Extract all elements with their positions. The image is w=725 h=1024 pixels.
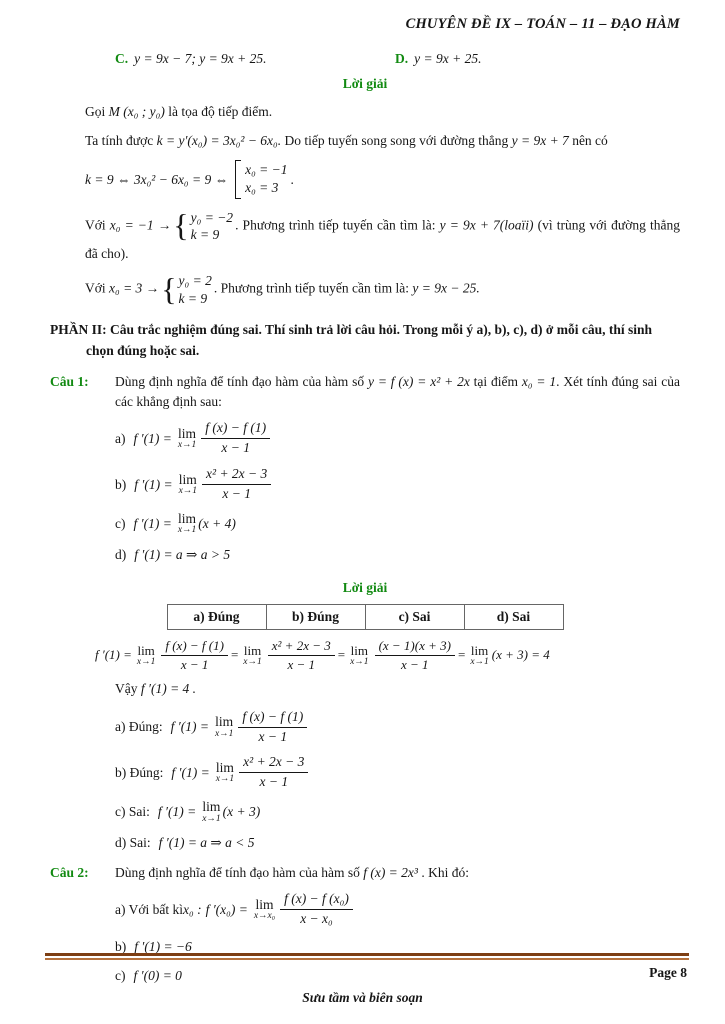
text: Vậy <box>115 681 141 697</box>
text: tại điểm <box>469 374 522 390</box>
fraction: $\frac{f (x) - f (1)}{x - 1}$ <box>201 420 270 457</box>
curly-brace-cases <box>173 206 234 244</box>
square-bracket-cases <box>235 160 287 198</box>
answer-label: a) Đúng: <box>115 719 163 735</box>
math-expression: f ′(x₀) = <box>205 901 248 917</box>
section-label: PHẦN II: <box>50 322 110 338</box>
text: Với <box>85 217 110 233</box>
solution-heading: Lời giải <box>342 580 388 596</box>
math-expression: f ′(1) = <box>170 719 209 735</box>
statement-b <box>115 466 680 503</box>
math-expression: f ′(1) = a ⇒ a < 5 <box>158 835 255 851</box>
math-expression: f ′(1) = <box>134 476 173 492</box>
math-expression: f ′(1) = 4 . <box>140 681 197 697</box>
curly-brace-icon: { <box>161 270 177 307</box>
footer-divider <box>45 953 689 960</box>
text: (vì trùng với đường thẳng đã cho). <box>85 217 681 261</box>
section-heading-phan2 <box>50 320 680 362</box>
text: Dùng định nghĩa để tính đạo hàm của hàm số <box>115 374 368 390</box>
text: Với <box>85 281 110 296</box>
limit-operator: lim x→1 <box>215 759 235 785</box>
table-cell-b: b) Đúng <box>266 605 365 630</box>
math-expression: f ′(1) = <box>171 765 210 781</box>
answer-label: d) Sai: <box>115 835 151 851</box>
table-cell-d: d) Sai <box>464 605 563 630</box>
question-label: Câu 2: <box>50 864 89 880</box>
limit-operator: lim x→1 <box>350 642 369 667</box>
answer-options-row <box>115 49 680 69</box>
limit-operator: lim x→x₀ <box>253 896 276 922</box>
math-expression: M (x₀ ; y₀) <box>108 104 165 120</box>
question-intro <box>115 372 680 411</box>
answer-d <box>115 833 680 853</box>
table-cell-c: c) Sai <box>365 605 464 630</box>
item-label: a) <box>115 431 126 447</box>
answer-a <box>115 709 680 746</box>
text: . <box>290 171 294 187</box>
fraction: $\frac{f (x) - f (1)}{x - 1}$ <box>161 638 228 674</box>
item-label: b) <box>115 939 127 955</box>
math-expression: f ′(1) = <box>133 516 172 532</box>
math-expression: (x + 3) <box>222 804 261 820</box>
limit-operator: lim x→1 <box>202 799 221 824</box>
math-expression: f ′(1) = −6 <box>134 939 192 955</box>
equals-sign: = <box>337 646 346 662</box>
math-expression: f ′(1) = <box>95 646 132 662</box>
curly-brace-cases <box>161 272 212 307</box>
option-c-label: C. <box>115 51 129 67</box>
math-expression: y = 9x + 7(loaïi) <box>439 217 534 233</box>
fraction: $\frac{f (x) - f (1)}{x - 1}$ <box>238 709 307 746</box>
item-label: d) <box>115 546 127 562</box>
math-expression: (x + 3) = 4 <box>491 646 550 662</box>
answer-c <box>115 800 680 824</box>
conclusion-vay <box>115 679 680 699</box>
answer-b <box>115 754 680 791</box>
fraction: $\frac{\text{f (x) − f (x₀)}}{\text{x − x₀}}$ <box>280 891 353 928</box>
equals-sign: = <box>230 646 239 662</box>
case-line: k = 9 <box>190 227 220 243</box>
option-d-label: D. <box>395 51 409 67</box>
statement-a <box>115 420 680 457</box>
case-line: x₀ = 3 <box>245 180 279 196</box>
paragraph-tatinh <box>85 131 680 151</box>
question-intro <box>115 863 680 883</box>
text: Dùng định nghĩa để tính đạo hàm của hàm số <box>115 864 364 880</box>
math-expression: x₀ = −1 → <box>109 217 172 233</box>
question-label: Câu 1: <box>50 374 89 390</box>
math-expression: x₀ = 3 → <box>109 281 160 296</box>
option-c <box>115 49 395 69</box>
item-label: c) <box>115 967 126 983</box>
text: là tọa độ tiếp điểm. <box>164 104 273 120</box>
math-expression: y = 9x − 25. <box>412 281 480 296</box>
limit-operator: lim x→1 <box>136 642 156 667</box>
text: . Phương trình tiếp tuyến cần tìm là: <box>213 281 413 296</box>
page-title: CHUYÊN ĐỀ IX – TOÁN – 11 – ĐẠO HÀM <box>405 16 680 32</box>
math-expression: x₀ : <box>183 901 202 917</box>
case-line: x₀ = −1 <box>245 162 288 178</box>
paragraph-voi1 <box>85 206 681 264</box>
math-expression: y = 9x + 7 <box>511 132 569 148</box>
statement-d <box>115 545 680 565</box>
option-c-math: y = 9x − 7; y = 9x + 25. <box>134 51 267 67</box>
answer-key-table <box>167 604 564 630</box>
math-expression: (x + 4) <box>198 516 236 532</box>
case-line: y₀ = 2 <box>178 273 212 289</box>
text: Do tiếp tuyến song song với đường thẳng <box>281 132 512 148</box>
text: nên có <box>568 132 608 148</box>
math-expression: f ′(0) = 0 <box>133 967 182 983</box>
limit-operator: lim x→1 <box>178 471 198 497</box>
limit-operator: lim x→1 <box>243 642 262 667</box>
case-line: k = 9 <box>178 290 208 306</box>
statement-a <box>115 891 680 928</box>
table-cell-a: a) Đúng <box>167 605 266 630</box>
math-expression: f ′(1) = <box>133 431 172 447</box>
text: a) Với bất kì <box>115 901 184 917</box>
answer-label: b) Đúng: <box>115 765 164 781</box>
text: . Khi đó: <box>417 864 469 880</box>
fraction: $\frac{(x - 1)(x + 3)}{x - 1}$ <box>375 638 455 674</box>
option-d-math: y = 9x + 25. <box>414 51 482 67</box>
item-label: c) <box>115 516 126 532</box>
statement-c <box>115 966 680 986</box>
question-cau1 <box>50 372 680 573</box>
math-expression: f ′(1) = a ⇒ a > 5 <box>134 546 231 562</box>
table-row <box>167 605 563 630</box>
math-expression: k = y′(x₀) = 3x₀² − 6x₀. <box>156 132 282 148</box>
section-text: Câu trắc nghiệm đúng sai. Thí sinh trả lời câu hỏi. Trong mỗi ý a), b), c), d) ở mỗi câu, thí sinh chọn đúng hoặc sai. <box>86 322 653 359</box>
text: Ta tính được <box>85 132 157 148</box>
footer-credit: Sưu tầm và biên soạn <box>302 990 423 1005</box>
fraction: $\frac{\text{x² + 2x − 3}}{x - 1}$ <box>202 466 271 503</box>
limit-operator: lim x→1 <box>470 642 489 667</box>
statement-c <box>115 512 680 536</box>
limit-operator: lim x→1 <box>177 510 197 536</box>
math-expression: y = f (x) = x² + 2x <box>368 374 470 390</box>
page-number: Page 8 <box>649 965 687 980</box>
paragraph-voi2 <box>85 272 680 307</box>
item-label: b) <box>115 476 127 492</box>
curly-brace-icon: { <box>173 206 189 243</box>
derivation-chain-equation <box>95 638 680 674</box>
equation-k9 <box>85 160 680 198</box>
answer-label: c) Sai: <box>115 804 150 820</box>
solution-heading: Lời giải <box>342 75 388 91</box>
text: . Xét tính đúng sai của các khẳng định sau: <box>115 374 681 409</box>
question-cau2 <box>50 863 680 994</box>
limit-operator: lim x→1 <box>214 714 234 739</box>
math-expression: f (x) = 2x³ <box>363 864 418 880</box>
fraction: $\frac{\text{x² + 2x − 3}}{x - 1}$ <box>268 638 335 674</box>
limit-operator: lim x→1 <box>177 425 197 451</box>
math-expression: k = 9 ⇔ 3x₀² − 6x₀ = 9 ⇔ <box>85 171 229 187</box>
equals-sign: = <box>457 646 466 662</box>
text: . Phương trình tiếp tuyến cần tìm là: <box>235 217 440 233</box>
text: Gọi <box>85 104 109 120</box>
paragraph-goi <box>85 102 680 122</box>
math-expression: f ′(1) = <box>157 804 197 820</box>
option-d <box>395 49 481 69</box>
fraction: $\frac{\text{x² + 2x − 3}}{x - 1}$ <box>239 754 308 791</box>
square-bracket-icon <box>235 160 241 198</box>
case-line: y₀ = −2 <box>190 209 234 225</box>
math-expression: x₀ = 1 <box>521 374 557 390</box>
